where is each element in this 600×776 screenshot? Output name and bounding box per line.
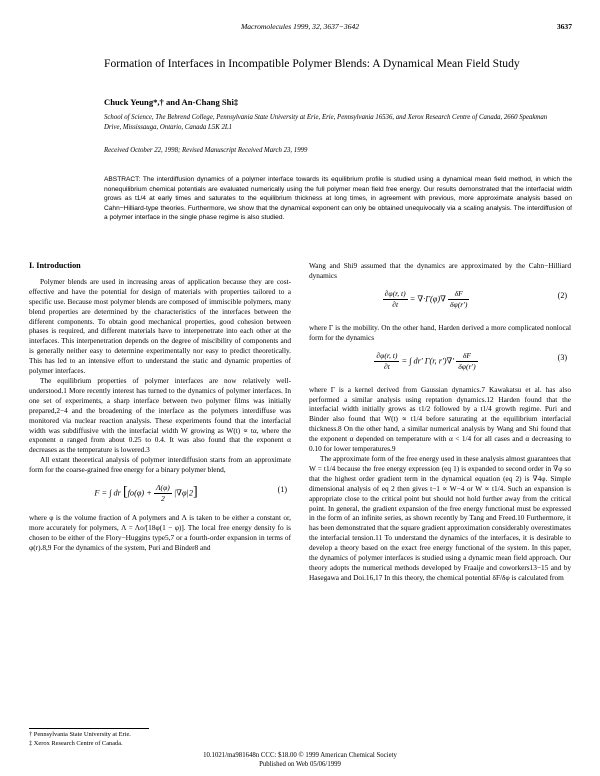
eq1-mid: fo(φ) + [127, 488, 152, 498]
eq3-mid: = ∫ dr′ Γ(r, r′)∇′ [401, 356, 455, 366]
equation-1: F = ∫ dr [fo(φ) + $\frac{\Lambda(\varphi)}{2}$ |∇φ|2] (1) [94, 483, 287, 504]
paragraph: Polymer blends are used in increasing areas of application because they are cost-effective and have the potential for design of materials with properties tailored to a specific use. Because most polymer blends are composed of immiscible polymers, many blend properties are determined by the characteristics of the interfaces between the different components. To obtain good mechanical properties, good cohesion between phases is required, and different materials have to interpenetrate into each other at the interfaces. This interpenetration depends on the degree of miscibility of components and is generally neither easy to determine experimentally nor easy to predict theoretically. This has led to an intensive effort to understand the static and dynamic properties of polymer interfaces. [29, 276, 291, 376]
page-footer [0, 751, 600, 769]
paragraph: where Γ is the mobility. On the other hand, Harden derived a more complicated nonlocal form for the dynamics [309, 322, 571, 342]
eq2-lhs-bottom: ∂t [392, 299, 399, 309]
eq3-lhs-top: ∂φ(r, t) [376, 350, 398, 360]
paragraph: where Γ is a kernel derived from Gaussian dynamics.7 Kawakatsu et al. has also performed a similar analysis using reptation dynamics.12 Harden found that the interfacial width initially grows as t1/2 followed by a t1/4 growth regime. Puri and Binder also found that W(t) ∝ t1/4 before saturating at the equilibrium interfacial thickness.8 On the other hand, a similar numerical analysis by Wang and Shi found that the exponent α depended on temperature with α < 1/4 for all cases and α decreasing to 0.10 for lower temperatures.9 [309, 384, 571, 454]
paragraph: All extant theoretical analysis of polymer interdiffusion starts from an approximate form for the coarse-grained free energy for a binary polymer blend, [29, 455, 291, 475]
paragraph: Wang and Shi9 assumed that the dynamics are approximated by the Cahn−Hilliard dynamics [309, 261, 571, 280]
eq1-tail: |∇φ|2 [173, 488, 193, 498]
eq2-lhs-top: ∂φ(r, t) [384, 288, 406, 298]
eq2-mid: = ∇·Γ(φ)∇ [409, 294, 446, 304]
abstract: ABSTRACT: The interdiffusion dynamics of a polymer interface towards its equilibrium profile is studied using a dynamical mean field method, in which the nonequilibrium chemical potentials are evaluated numerically using the full polymer mean field free energy. Our results demonstrated that the interfacial width grows as t1/4 at early times and saturates to the equilibrium thickness at long times, in agreement with previous, more approximate analysis based on Cahn−Hilliard-type theories. Furthermore, we show that the dynamical exponent can only be obtained unequivocally via a scaling analysis. The interdiffusion of a polymer interface in the single phase regime is also studied. [104, 176, 572, 221]
equation-number: (1) [277, 485, 287, 495]
equation-2 [309, 283, 571, 321]
eq1-frac-top: Λ(φ) [155, 483, 170, 493]
equation-3 [309, 345, 571, 383]
article-title: Formation of Interfaces in Incompatible Polymer Blends: A Dynamical Mean Field Study [104, 57, 520, 70]
footnote: † Pennsylvania State University at Erie. [29, 731, 131, 738]
received-dates: Received October 22, 1998; Revised Manuscript Received March 23, 1999 [104, 147, 308, 154]
footnote-rule [29, 728, 149, 729]
footnotes [29, 731, 291, 749]
eq2-rhs-bottom: δφ(r′) [449, 299, 468, 309]
left-column [29, 261, 291, 553]
eq3-rhs-bottom: δφ(r′) [458, 361, 476, 371]
section-heading: I. Introduction [29, 261, 81, 270]
running-header [0, 22, 600, 34]
footnote: ‡ Xerox Research Centre of Canada. [29, 739, 123, 747]
affiliation: School of Science, The Behrend College, Pennsylvania State University at Erie, Erie, Pennsylvania 16536, and Xerox Research Centre of Canada, 2660 Speakman Drive, Mississauga, Ontario, Canada L5K 2L1 [104, 114, 548, 131]
doi-line: 10.1021/ma981648n CCC: $18.00 © 1999 American Chemical Society [203, 752, 397, 759]
equation-number: (2) [557, 290, 567, 300]
paragraph: The approximate form of the free energy used in these analysis almost guarantees that W = t1/4 because the free energy expression (eq 1) is expanded to second order in ∇φ so that the highest order gradient term in the dynamical equation (eq 2) is ∇4φ. Simple dimensional analysis of eq 2 then gives t−1 ∝ W−4 or W ∝ t1/4. Such an expansion is appropriate close to the critical point but should not hold further away from the critical point. In general, the gradient expansion of the free energy functional must be expressed in the form of an infinite series, as shown recently by Tang and Freed.10 Furthermore, it has been demonstrated that the square gradient approximation considerably overestimates the interfacial tension.11 To understand the dynamics of the interfaces, it is desirable to develop a theory based on the exact free energy functional of the system. In this paper, the dynamics of polymer interfaces is studied using a dynamic mean field approach. Our theory adopts the numerical methods developed by Fraaije and coworkers13−15 and by Hasegawa and Doi.16,17 In this theory, the chemical potential δF/δφ is calculated from [309, 453, 571, 582]
eq3-lhs-bottom: ∂t [383, 361, 390, 371]
page-number: 3637 [556, 22, 572, 31]
author-list: Chuck Yeung*,† and An-Chang Shi‡ [104, 97, 239, 107]
eq1-frac-bottom: 2 [160, 494, 165, 504]
paragraph: where φ is the volume fraction of A polymers and Λ is taken to be either a constant or, more accurately for polymers, Λ = Λo/[18φ(1 − φ)]. The local free energy density fo is chosen to be either of the Flory−Huggins type5,7 or a fourth-order expansion in terms of φ(r).8,9 For the dynamics of the system, Puri and Binder8 and [29, 513, 291, 552]
equation-number: (3) [557, 352, 567, 362]
right-column [309, 261, 571, 583]
publication-date: Published on Web 05/06/1999 [259, 761, 341, 768]
eq1-lhs: F = ∫ dr [94, 488, 121, 498]
journal-citation: Macromolecules 1999, 32, 3637−3642 [240, 22, 360, 31]
paragraph: The equilibrium properties of polymer interfaces are now relatively well-understood.1 More recently interest has turned to the dynamics of polymer interfaces. In one set of experiments, a sharp interface between two polymer films was initially prepared,2−4 and the broadening of the interface as the polymers interdiffuse was monitored via nuclear reaction analysis. These experiments found that the interfacial width was subdiffusive with the interfacial width W growing as W(t) ∝ tα, where the exponent α ranged from about 0.25 to 0.4. It was also found that the exponent α decreases as the temperature is lowered.3 [29, 375, 291, 455]
eq3-rhs-top: δF [456, 351, 477, 362]
eq2-rhs-top: δF [448, 289, 469, 300]
